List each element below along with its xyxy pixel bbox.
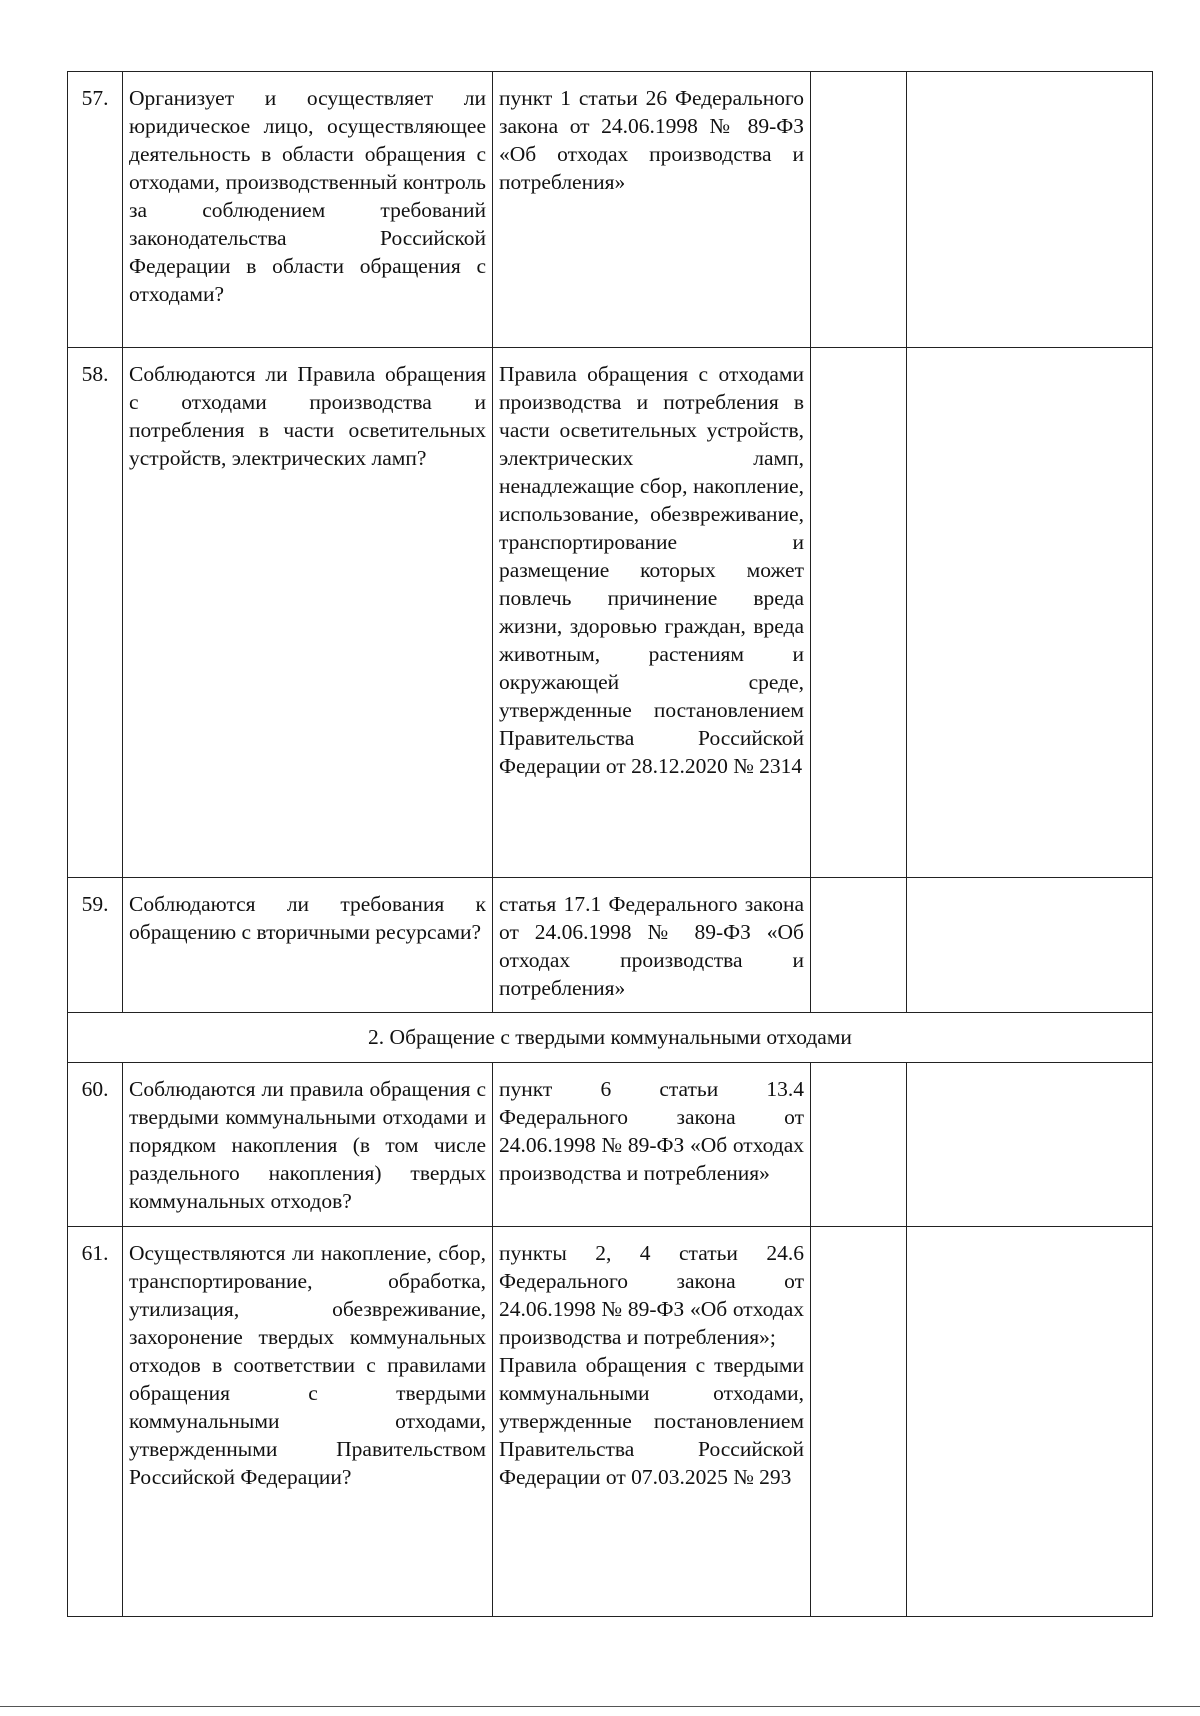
answer-cell — [811, 1227, 907, 1617]
legal-reference: пункт 1 статьи 26 Федерального закона от 24.06.1998 № 89-ФЗ «Об отходах производства и потребления» — [493, 72, 811, 348]
table-row — [68, 348, 1153, 878]
table-row — [68, 878, 1153, 1013]
section-header-row — [68, 1013, 1153, 1063]
row-number: 58. — [68, 348, 123, 878]
table-row — [68, 1063, 1153, 1227]
answer-cell — [811, 72, 907, 348]
requirement-question: Организует и осуществляет ли юридическое лицо, осуществляющее деятельность в области обращения с отходами, производственный контроль за соблюдением требований законодательства Российской Федерации в области обращения с отходами? — [123, 72, 493, 348]
table-row — [68, 72, 1153, 348]
note-cell — [907, 72, 1153, 348]
row-number: 61. — [68, 1227, 123, 1617]
legal-reference: пункт 6 статьи 13.4 Федерального закона от 24.06.1998 № 89-ФЗ «Об отходах производства и потребления» — [493, 1063, 811, 1227]
requirement-question: Соблюдаются ли требования к обращению с вторичными ресурсами? — [123, 878, 493, 1013]
legal-reference: статья 17.1 Федерального закона от 24.06.1998 № 89-ФЗ «Об отходах производства и потребления» — [493, 878, 811, 1013]
checklist-table — [67, 71, 1153, 1617]
legal-reference — [493, 1227, 811, 1617]
page-bottom-rule — [0, 1706, 1200, 1707]
section-title: 2. Обращение с твердыми коммунальными отходами — [68, 1013, 1153, 1063]
note-cell — [907, 878, 1153, 1013]
answer-cell — [811, 878, 907, 1013]
row-number: 57. — [68, 72, 123, 348]
legal-reference: Правила обращения с отходами производства и потребления в части осветительных устройств, электрических ламп, ненадлежащие сбор, накопление, использование, обезвреживание, транспортирование и размещение которых может повлечь причинение вреда жизни, здоровью граждан, вреда животным, растениям и окружающей среде, утвержденные постановлением Правительства Российской Федерации от 28.12.2020 № 2314 — [493, 348, 811, 878]
requirement-question: Соблюдаются ли Правила обращения с отходами производства и потребления в части осветительных устройств, электрических ламп? — [123, 348, 493, 878]
requirement-question: Осуществляются ли накопление, сбор, транспортирование, обработка, утилизация, обезвреживание, захоронение твердых коммунальных отходов в соответствии с правилами обращения с твердыми коммунальными отходами, утвержденными Правительством Российской Федерации? — [123, 1227, 493, 1617]
table-row — [68, 1227, 1153, 1617]
legal-reference-line: Правила обращения с твердыми коммунальными отходами, утвержденные постановлением Правительства Российской Федерации от 07.03.2025 № 293 — [499, 1353, 804, 1489]
note-cell — [907, 1227, 1153, 1617]
legal-reference-line: пункты 2, 4 статьи 24.6 Федерального закона от 24.06.1998 № 89-ФЗ «Об отходах производства и потребления»; — [499, 1241, 804, 1349]
note-cell — [907, 348, 1153, 878]
note-cell — [907, 1063, 1153, 1227]
row-number: 59. — [68, 878, 123, 1013]
answer-cell — [811, 348, 907, 878]
requirement-question: Соблюдаются ли правила обращения с твердыми коммунальными отходами и порядком накопления (в том числе раздельного накопления) твердых коммунальных отходов? — [123, 1063, 493, 1227]
answer-cell — [811, 1063, 907, 1227]
row-number: 60. — [68, 1063, 123, 1227]
